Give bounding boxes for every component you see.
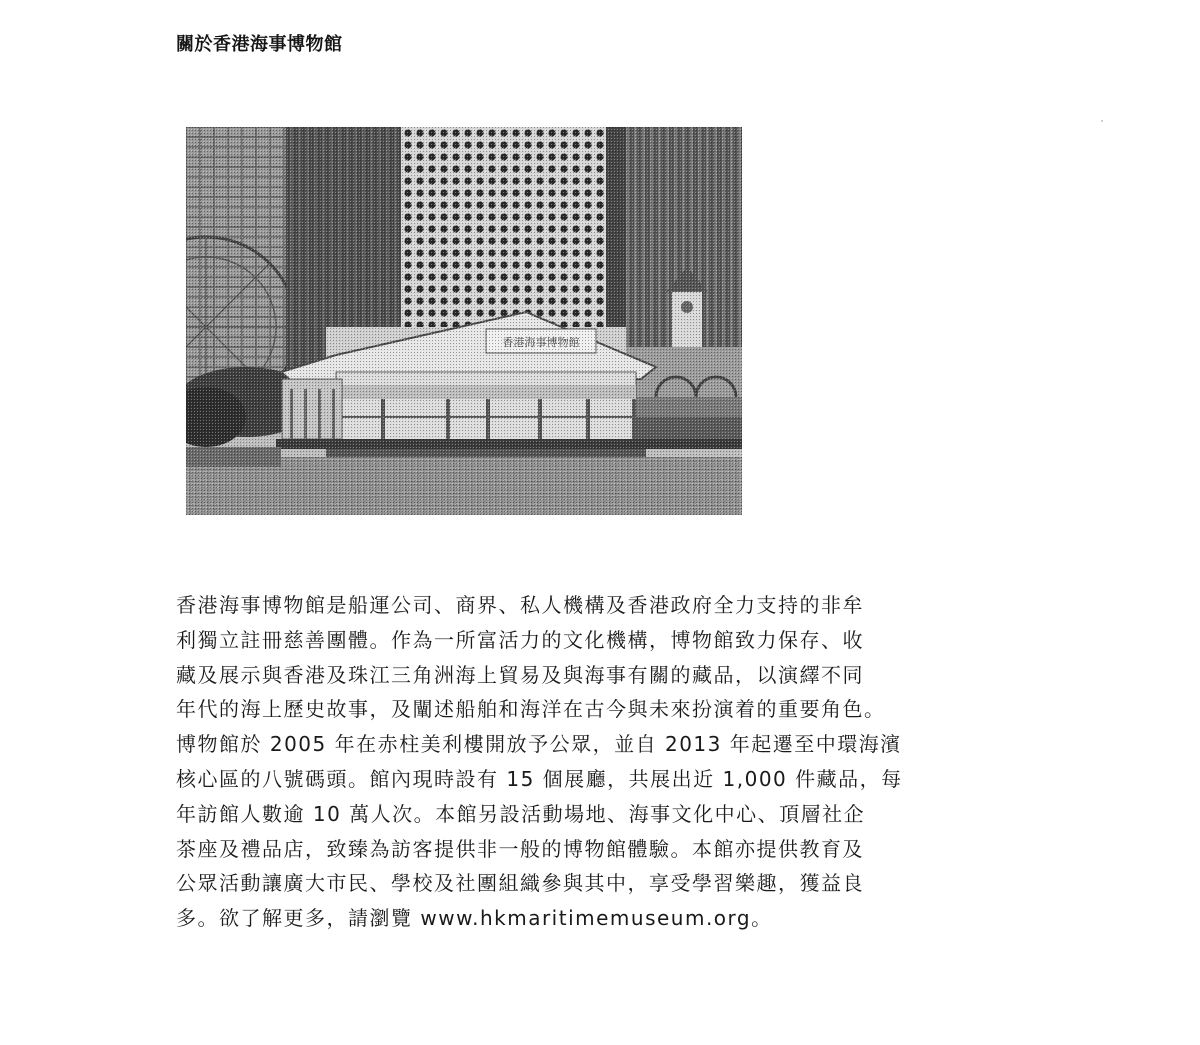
paragraph-line-8: 茶座及禮品店，致臻為訪客提供非一般的博物館體驗。本館亦提供教育及 xyxy=(176,836,864,861)
scan-speck xyxy=(1101,120,1103,122)
paragraph-line-1: 香港海事博物館是船運公司、商界、私人機構及香港政府全力支持的非牟 xyxy=(176,593,864,617)
museum-description xyxy=(176,588,976,936)
museum-photo xyxy=(186,127,742,515)
paragraph-line-5: 博物館於 2005 年在赤柱美利樓開放予公眾，並自 2013 年起遷至中環海濱 xyxy=(176,732,902,757)
paragraph-line-6: 核心區的八號碼頭。館內現時設有 15 個展廳，共展出近 1,000 件藏品，每 xyxy=(176,766,903,791)
paragraph-line-2: 利獨立註冊慈善團體。作為一所富活力的文化機構，博物館致力保存、收 xyxy=(176,627,864,652)
paragraph-line-10: 多。欲了解更多，請瀏覽 www.hkmaritimemuseum.org。 xyxy=(176,906,773,931)
paragraph-line-9: 公眾活動讓廣大市民、學校及社團組織參與其中，享受學習樂趣，獲益良 xyxy=(176,871,864,896)
paragraph-line-3: 藏及展示與香港及珠江三角洲海上貿易及與海事有關的藏品，以演繹不同 xyxy=(176,662,864,687)
paragraph-line-7: 年訪館人數逾 10 萬人次。本館另設活動場地、海事文化中心、頂層社企 xyxy=(176,801,866,826)
document-heading: 關於香港海事博物館 xyxy=(176,34,343,56)
paragraph-line-4: 年代的海上歷史故事，及闡述船舶和海洋在古今與未來扮演着的重要角色。 xyxy=(176,697,886,722)
